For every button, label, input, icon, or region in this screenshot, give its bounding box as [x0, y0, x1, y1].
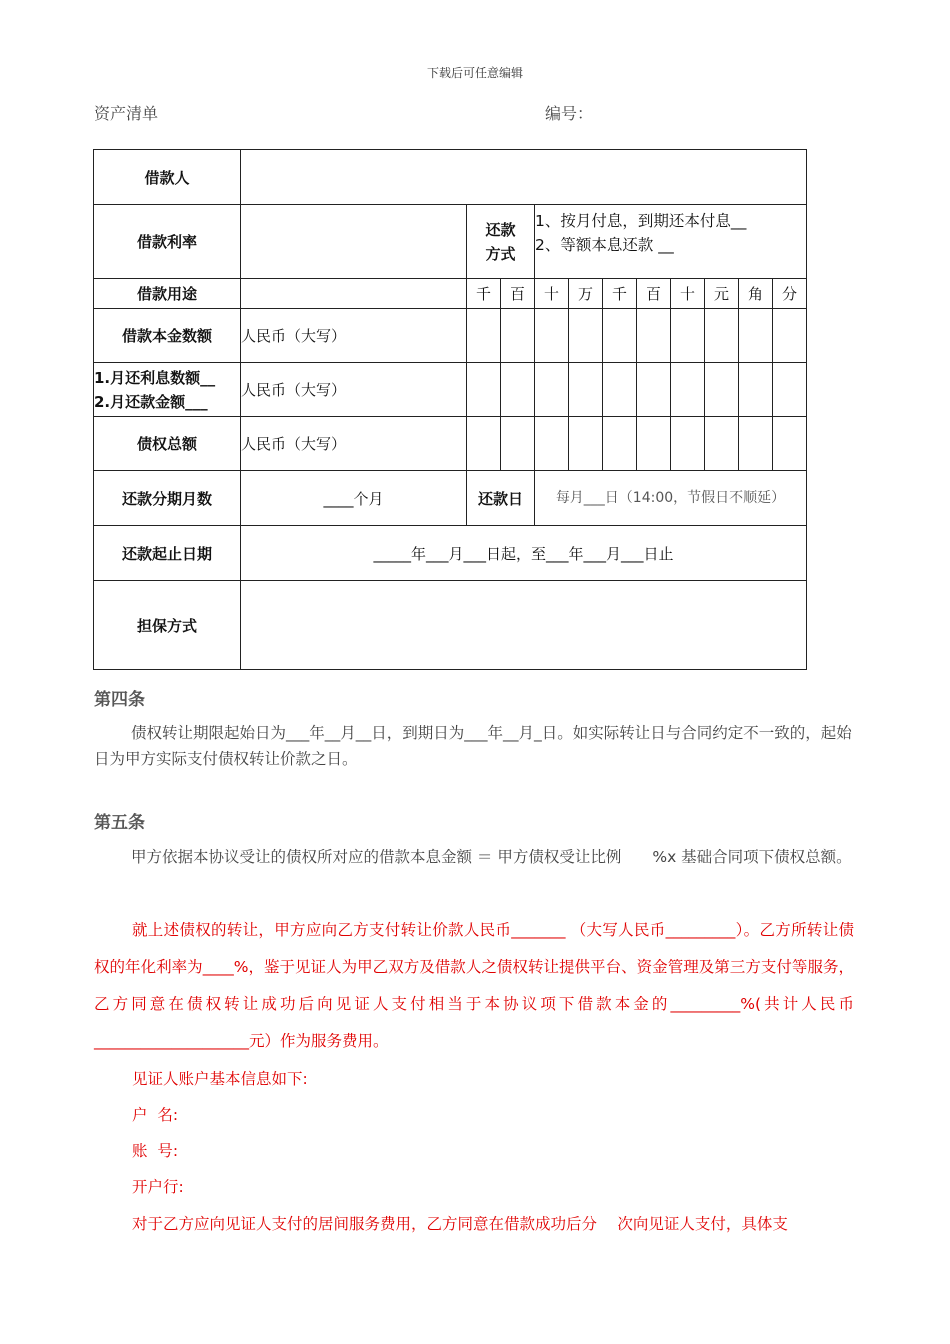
digit-cell[interactable]: [773, 417, 807, 471]
digit-cell[interactable]: [671, 417, 705, 471]
digit-cell[interactable]: [569, 363, 603, 417]
digit-cell[interactable]: [773, 309, 807, 363]
digit-header: 十: [535, 279, 569, 309]
digit-cell[interactable]: [501, 417, 535, 471]
service-fee-line: 对于乙方应向见证人支付的居间服务费用，乙方同意在借款成功后分 次向见证人支付，具体支: [132, 1215, 788, 1233]
digit-cell[interactable]: [467, 417, 501, 471]
account-number-label: 账 号:: [132, 1142, 179, 1160]
account-name-label: 户 名:: [132, 1106, 179, 1124]
digit-cell[interactable]: [569, 417, 603, 471]
digit-cell[interactable]: [501, 363, 535, 417]
digit-cell[interactable]: [569, 309, 603, 363]
page-banner: 下载后可任意编辑: [426, 66, 523, 80]
digit-cell[interactable]: [739, 309, 773, 363]
date-range-label: 还款起止日期: [94, 526, 241, 581]
monthly-interest-label: 1.月还利息数额__: [94, 368, 216, 387]
guarantee-label: 担保方式: [94, 581, 241, 670]
article-5-text: 甲方依据本协议受让的债权所对应的借款本息金额 ＝ 甲方债权受让比例 %x 基础合同项下债权总额。: [131, 848, 852, 866]
digit-cell[interactable]: [705, 417, 739, 471]
repay-day-label: 还款日: [467, 471, 535, 526]
monthly-rmb: 人民币（大写）: [241, 363, 467, 417]
digit-cell[interactable]: [467, 309, 501, 363]
repay-options: [535, 205, 807, 279]
digit-cell[interactable]: [671, 309, 705, 363]
digit-cell[interactable]: [535, 309, 569, 363]
digit-header: 万: [569, 279, 603, 309]
repay-method-label: 还款 方式: [467, 205, 535, 279]
digit-header: 分: [773, 279, 807, 309]
digit-cell[interactable]: [739, 417, 773, 471]
borrower-value[interactable]: [241, 150, 807, 205]
digit-header: 千: [603, 279, 637, 309]
digit-cell[interactable]: [705, 309, 739, 363]
rate-value[interactable]: [241, 205, 467, 279]
article-4-title: 第四条: [94, 690, 145, 710]
purpose-label: 借款用途: [94, 279, 241, 309]
installments-label: 还款分期月数: [94, 471, 241, 526]
digit-header: 元: [705, 279, 739, 309]
serial-number-label: 编号：: [545, 104, 594, 123]
principal-rmb: 人民币（大写）: [241, 309, 467, 363]
digit-header: 角: [739, 279, 773, 309]
digit-cell[interactable]: [739, 363, 773, 417]
digit-cell[interactable]: [603, 363, 637, 417]
digit-cell[interactable]: [501, 309, 535, 363]
installments-value[interactable]: ____个月: [241, 471, 467, 526]
borrower-label: 借款人: [94, 150, 241, 205]
digit-cell[interactable]: [535, 363, 569, 417]
digit-header: 百: [637, 279, 671, 309]
digit-cell[interactable]: [637, 309, 671, 363]
digit-cell[interactable]: [637, 363, 671, 417]
digit-cell[interactable]: [535, 417, 569, 471]
digit-header: 百: [501, 279, 535, 309]
guarantee-value[interactable]: [241, 581, 807, 670]
digit-cell[interactable]: [637, 417, 671, 471]
witness-account-intro: 见证人账户基本信息如下:: [132, 1070, 308, 1088]
repay-option-1: 1、按月付息，到期还本付息__: [535, 212, 747, 230]
digit-header: 千: [467, 279, 501, 309]
monthly-label: [94, 363, 241, 417]
digit-cell[interactable]: [467, 363, 501, 417]
date-range-value[interactable]: _____年___月___日起，至___年___月___日止: [241, 526, 807, 581]
monthly-payment-label: 2.月还款金额___: [94, 392, 208, 411]
repay-day-value[interactable]: 每月___日（14:00，节假日不顺延）: [535, 471, 807, 526]
article-4-text: 债权转让期限起始日为___年__月__日，到期日为___年__月_日。如实际转让日与合同约定不一致的，起始日为甲方实际支付债权转让价款之日。: [94, 724, 852, 768]
doc-title: 资产清单: [94, 104, 159, 123]
digit-cell[interactable]: [773, 363, 807, 417]
article-5-title: 第五条: [94, 813, 145, 833]
total-label: 债权总额: [94, 417, 241, 471]
bank-label: 开户行:: [132, 1178, 184, 1196]
digit-cell[interactable]: [705, 363, 739, 417]
asset-list-table: [93, 149, 807, 670]
digit-header: 十: [671, 279, 705, 309]
principal-label: 借款本金数额: [94, 309, 241, 363]
rate-label: 借款利率: [94, 205, 241, 279]
transfer-price-paragraph: 就上述债权的转让，甲方应向乙方支付转让价款人民币_______ （大写人民币_________）。乙方所转让债权的年化利率为____%，鉴于见证人为甲乙双方及借款人之债权转让提供平台、资金管理及第三方支付等服务，乙方同意在债权转让成功后向见证人支付相当于本协议项下借款本金的_________%(共计人民币____________________元）作为服务费用。: [94, 921, 854, 1050]
purpose-value[interactable]: [241, 279, 467, 309]
digit-cell[interactable]: [603, 309, 637, 363]
digit-cell[interactable]: [603, 417, 637, 471]
digit-cell[interactable]: [671, 363, 705, 417]
repay-option-2: 2、等额本息还款 __: [535, 236, 674, 254]
total-rmb: 人民币（大写）: [241, 417, 467, 471]
